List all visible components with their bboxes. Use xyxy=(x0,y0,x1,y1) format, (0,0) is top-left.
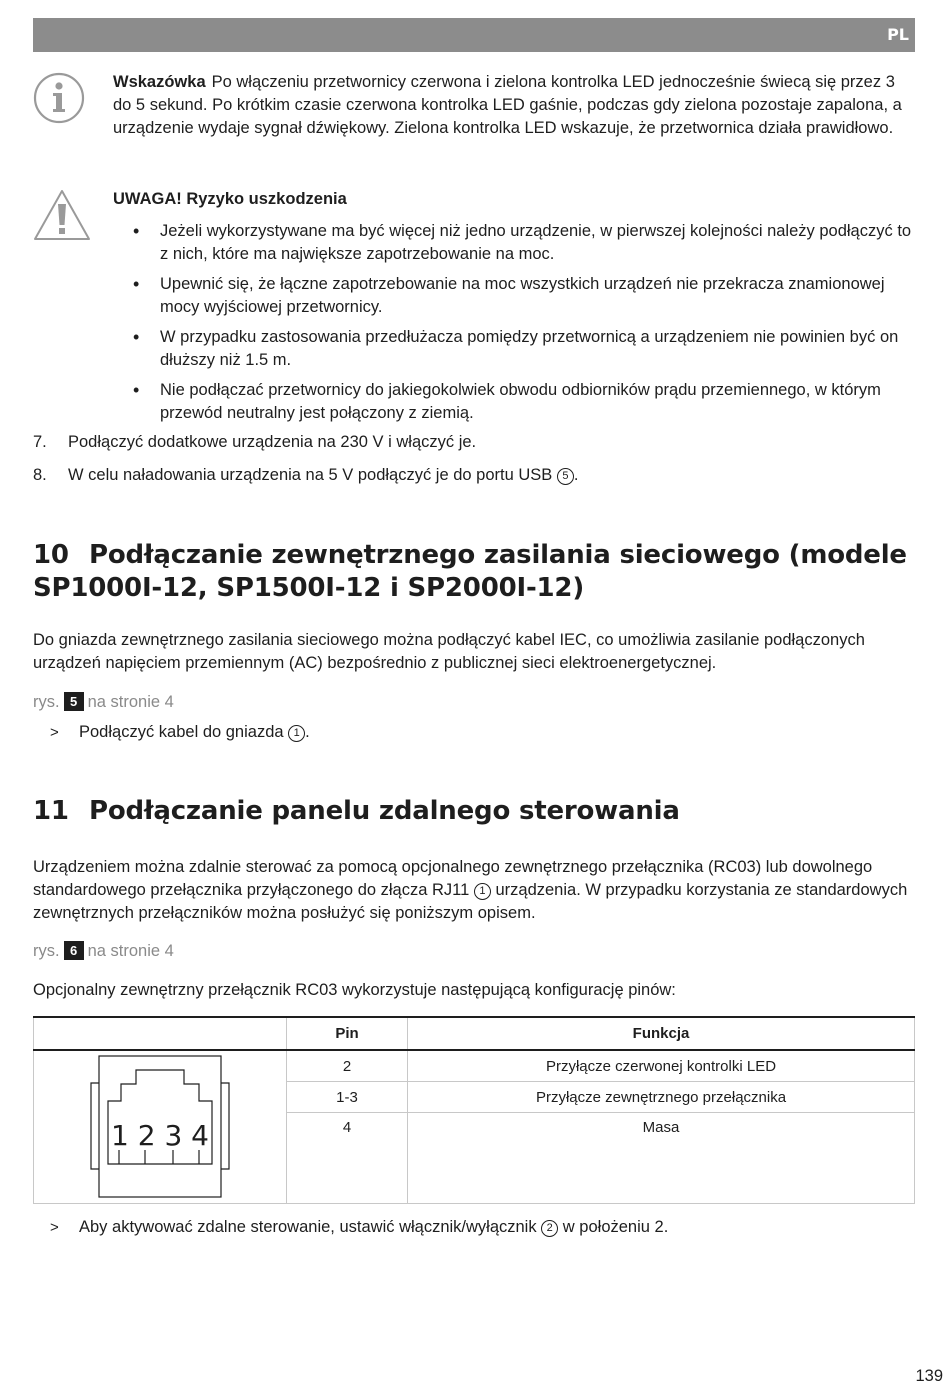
connector-image-cell xyxy=(34,1050,287,1204)
pin-table xyxy=(33,1016,915,1204)
action-text: Aby aktywować zdalne sterowanie, ustawić włącznik/wyłącznik xyxy=(79,1218,537,1236)
header-bar xyxy=(33,18,915,52)
warning-icon xyxy=(33,188,91,242)
figref-suffix: na stronie 4 xyxy=(87,942,174,960)
table-cell-function: Przyłącze zewnętrznego przełącznika xyxy=(408,1082,915,1113)
figref-prefix: rys. xyxy=(33,942,60,960)
action-end: . xyxy=(305,723,310,741)
rj11-connector-diagram xyxy=(85,1053,235,1201)
table-cell-pin: 2 xyxy=(287,1050,408,1082)
section-11-heading xyxy=(33,795,680,828)
section-10-paragraph: Do gniazda zewnętrznego zasilania sieciowego można podłączyć kabel IEC, co umożliwia zasilanie podłączonych urządzeń napięciem przemiennym (AC) bezpośrednio z publicznej sieci elektroenergetycznej. xyxy=(33,631,865,672)
figure-reference-5[interactable] xyxy=(33,692,174,712)
reference-circle: 1 xyxy=(288,725,305,742)
step-text: W celu naładowania urządzenia na 5 V podłączyć je do portu USB xyxy=(68,466,553,484)
action-end: w położeniu 2. xyxy=(562,1218,669,1236)
action-text: Podłączyć kabel do gniazda xyxy=(79,723,284,741)
step-text: Podłączyć dodatkowe urządzenia na 230 V i włączyć je. xyxy=(68,433,477,451)
list-item: • W przypadku zastosowania przedłużacza pomiędzy przetwornicą a urządzeniem nie powinien być on dłuższy niż 1.5 m. xyxy=(133,326,918,372)
step-number: 8. xyxy=(33,466,47,484)
list-item: • Upewnić się, że łączne zapotrzebowanie na moc wszystkich urządzeń nie przekracza znamionowej mocy wyjściowej przetwornicy. xyxy=(133,273,918,319)
step-end: . xyxy=(573,466,579,484)
pin-config-intro: Opcjonalny zewnętrzny przełącznik RC03 wykorzystuje następującą konfigurację pinów: xyxy=(33,981,676,999)
section-11-action xyxy=(50,1216,668,1239)
table-cell-function: Przyłącze czerwonej kontrolki LED xyxy=(408,1050,915,1082)
step-number: 7. xyxy=(33,433,47,451)
action-arrow: > xyxy=(50,724,59,741)
reference-circle: 1 xyxy=(474,883,491,900)
section-title: Podłączanie panelu zdalnego sterowania xyxy=(89,796,680,826)
step-7 xyxy=(33,431,476,454)
section-11-paragraph xyxy=(33,856,915,925)
figure-reference-6[interactable] xyxy=(33,941,174,961)
connector-pin-labels: 1 2 3 4 xyxy=(111,1119,209,1152)
table-header-function: Funkcja xyxy=(408,1017,915,1050)
action-arrow: > xyxy=(50,1219,59,1236)
section-number: 11 xyxy=(33,796,69,826)
section-title: Podłączanie zewnętrznego zasilania sieciowego (modele SP1000I-12, SP1500I-12 i SP2000I-12) xyxy=(33,540,907,603)
table-cell-function: Masa xyxy=(408,1113,915,1204)
figref-suffix: na stronie 4 xyxy=(87,693,174,711)
language-label: PL xyxy=(887,25,909,44)
note-block xyxy=(113,71,915,140)
paragraph-part: urządzenia. W przypadku korzystania ze standardowych zewnętrznych przełączników można posłużyć się poniższym opisem. xyxy=(33,881,908,922)
step-8 xyxy=(33,464,578,487)
info-icon xyxy=(33,72,85,124)
note-title: Wskazówka xyxy=(113,73,206,91)
section-10-action xyxy=(50,721,310,744)
table-cell-pin: 1-3 xyxy=(287,1082,408,1113)
reference-circle: 2 xyxy=(541,1220,558,1237)
figure-number-badge: 6 xyxy=(64,941,84,960)
section-number: 10 xyxy=(33,540,69,570)
figref-prefix: rys. xyxy=(33,693,60,711)
paragraph-part: Urządzeniem można zdalnie sterować za pomocą opcjonalnego zewnętrznego przełącznika (RC03) lub dowolnego standardowego przełącznika przyłączonego do złącza RJ11 xyxy=(33,858,873,899)
section-10-heading xyxy=(33,539,915,605)
table-header-blank xyxy=(34,1017,287,1050)
list-item: • Jeżeli wykorzystywane ma być więcej niż jedno urządzenie, w pierwszej kolejności należy podłączyć to z nich, które ma największe zapotrzebowanie na moc. xyxy=(133,220,918,266)
figure-number-badge: 5 xyxy=(64,692,84,711)
table-cell-pin: 4 xyxy=(287,1113,408,1204)
table-header-pin: Pin xyxy=(287,1017,408,1050)
warning-title: UWAGA! Ryzyko uszkodzenia xyxy=(113,190,347,208)
page-number: 139 xyxy=(915,1367,943,1385)
reference-circle: 5 xyxy=(557,468,574,485)
note-text: Po włączeniu przetwornicy czerwona i zielona kontrolka LED jednocześnie świecą się przez 3 do 5 sekund. Po krótkim czasie czerwona kontrolka LED gaśnie, podczas gdy zielona pozostaje zapalona, a urządzenie wydaje sygnał dźwiękowy. Zielona kontrolka LED wskazuje, że przetwornica działa prawidłowo. xyxy=(113,73,902,137)
warning-list xyxy=(133,220,918,432)
list-item: • Nie podłączać przetwornicy do jakiegokolwiek obwodu odbiorników prądu przemiennego, w którym przewód neutralny jest połączony z ziemią. xyxy=(133,379,918,425)
